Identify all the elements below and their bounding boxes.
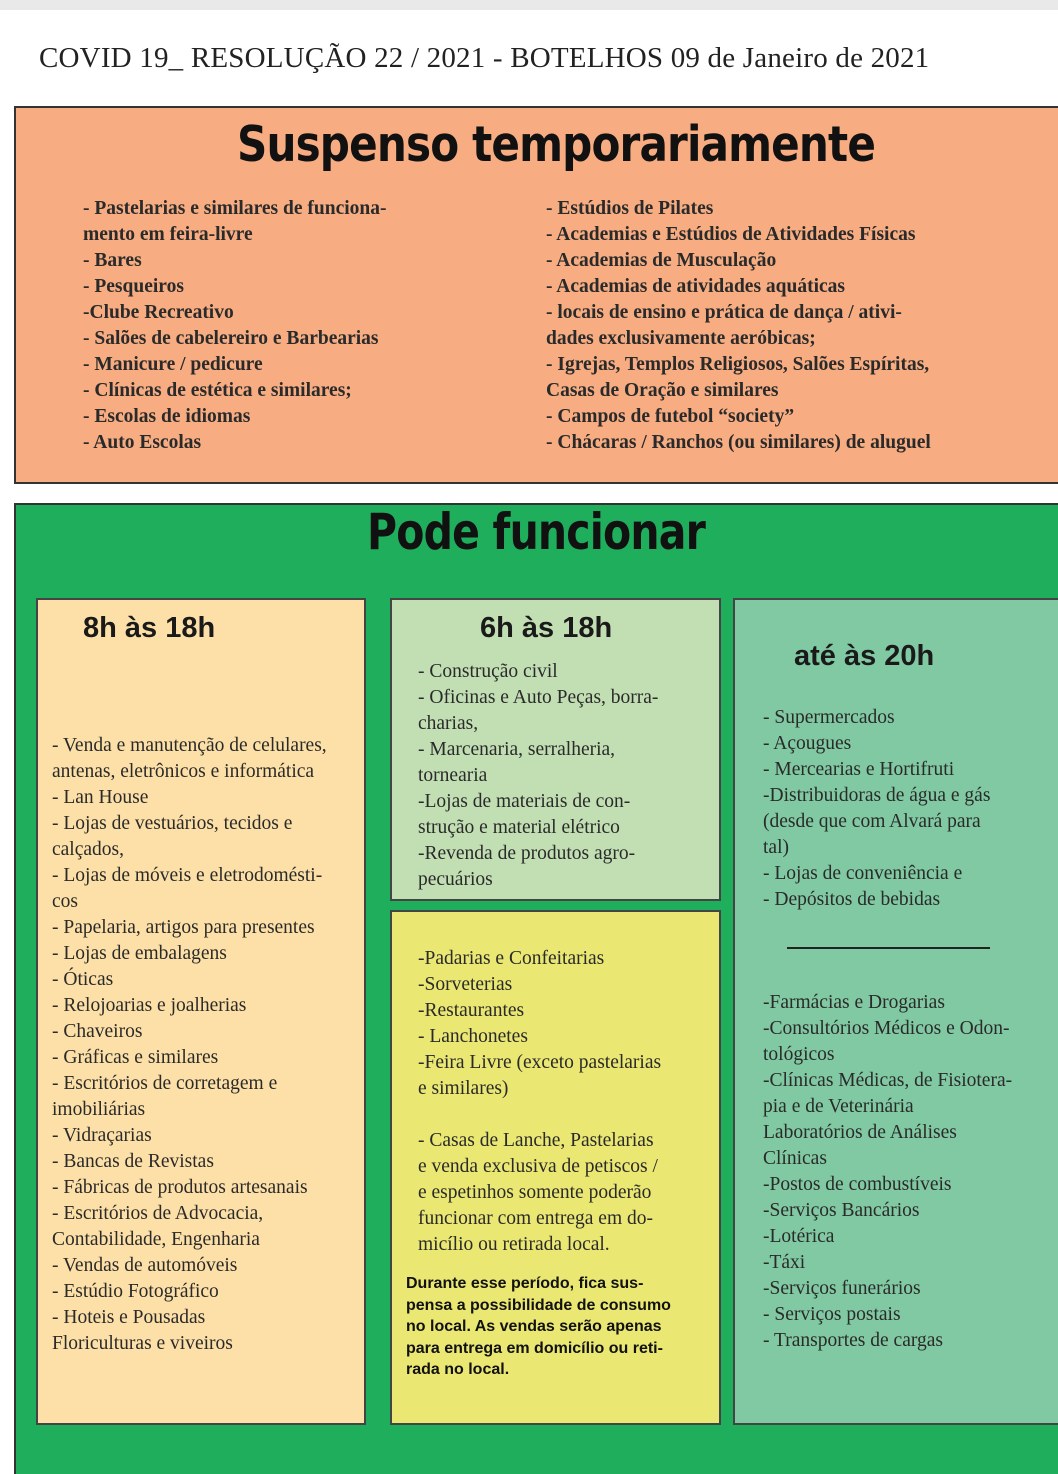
allowed-title: Pode funcionar (367, 503, 705, 561)
list-line: pia e de Veterinária (763, 1096, 914, 1117)
list-line: e venda exclusiva de petiscos / (418, 1156, 658, 1177)
list-line: - Escritórios de corretagem e (52, 1073, 278, 1094)
list-line: calçados, (52, 839, 125, 860)
list-line: -Clube Recreativo (83, 302, 234, 323)
page-title: COVID 19_ RESOLUÇÃO 22 / 2021 - BOTELHOS 09 de Janeiro de 2021 (39, 42, 930, 74)
list-line: Floriculturas e viveiros (52, 1333, 233, 1354)
list-line: - Salões de cabelereiro e Barbearias (83, 328, 379, 349)
list-line: -Serviços funerários (763, 1278, 921, 1299)
suspended-list-right (546, 196, 1036, 456)
schedule-list-20h-top (763, 705, 990, 913)
list-line: -Revenda de produtos agro- (418, 843, 636, 864)
schedule-heading-6-18: 6h às 18h (480, 612, 613, 644)
list-line: Durante esse período, fica sus- (406, 1275, 644, 1292)
list-line: - Chaveiros (52, 1021, 143, 1042)
list-line: - Academias de Musculação (546, 250, 777, 271)
list-line: - Marcenaria, serralheria, (418, 739, 616, 760)
list-line: - Óticas (52, 969, 114, 990)
list-line: - Supermercados (763, 707, 895, 728)
list-line: funcionar com entrega em do- (418, 1208, 653, 1229)
list-line: -Padarias e Confeitarias (418, 948, 605, 969)
list-line: strução e material elétrico (418, 817, 620, 838)
list-line: micílio ou retirada local. (418, 1234, 610, 1255)
list-line: antenas, eletrônicos e informática (52, 761, 315, 782)
list-line: -Farmácias e Drogarias (763, 992, 945, 1013)
suspended-title: Suspenso temporariamente (236, 116, 876, 173)
list-line: cos (52, 891, 78, 912)
list-line: - Gráficas e similares (52, 1047, 219, 1068)
list-line: -Feira Livre (exceto pastelarias (418, 1052, 662, 1073)
list-line: - Pastelarias e similares de funciona- (83, 198, 387, 219)
list-line: - Campos de futebol “society” (546, 406, 795, 427)
list-line: - Transportes de cargas (763, 1330, 943, 1351)
list-line: Contabilidade, Engenharia (52, 1229, 260, 1250)
list-line: - Serviços postais (763, 1304, 901, 1325)
list-line: - Academias de atividades aquáticas (546, 276, 846, 297)
list-line: (desde que com Alvará para (763, 811, 981, 832)
delivery-only-note (406, 1273, 716, 1381)
list-line: imobiliárias (52, 1099, 146, 1120)
list-line: - Construção civil (418, 661, 558, 682)
schedule-list-20h-bottom (763, 990, 1012, 1354)
schedule-list-8-18 (52, 733, 327, 1357)
list-line: - Chácaras / Ranchos (ou similares) de aluguel (546, 432, 931, 453)
schedule-list-6-18 (418, 659, 658, 893)
list-line: - Lojas de conveniência e (763, 863, 963, 884)
list-line: - Pesqueiros (83, 276, 184, 297)
list-line: rada no local. (406, 1361, 510, 1378)
list-line: - Estúdio Fotográfico (52, 1281, 219, 1302)
schedule-heading-8-18: 8h às 18h (83, 612, 216, 644)
list-line: -Consultórios Médicos e Odon- (763, 1018, 1010, 1039)
list-line: - locais de ensino e prática de dança / ativi- (546, 302, 902, 323)
list-line: -Restaurantes (418, 1000, 525, 1021)
list-line: -Lotérica (763, 1226, 835, 1247)
list-line: -Serviços Bancários (763, 1200, 920, 1221)
list-line: - Bares (83, 250, 142, 271)
list-line: -Táxi (763, 1252, 806, 1273)
list-line (418, 1102, 661, 1128)
list-line: - Hoteis e Pousadas (52, 1307, 206, 1328)
list-line: tornearia (418, 765, 488, 786)
list-line: tológicos (763, 1044, 835, 1065)
list-line: - Fábricas de produtos artesanais (52, 1177, 308, 1198)
list-line: -Sorveterias (418, 974, 513, 995)
list-line: - Estúdios de Pilates (546, 198, 714, 219)
list-line: no local. As vendas serão apenas (406, 1318, 662, 1335)
list-line: - Igrejas, Templos Religiosos, Salões Espíritas, (546, 354, 930, 375)
list-line: - Manicure / pedicure (83, 354, 263, 375)
list-line: para entrega em domicílio ou reti- (406, 1339, 663, 1357)
section-divider (787, 947, 990, 949)
list-line: -Postos de combustíveis (763, 1174, 952, 1195)
list-line: Casas de Oração e similares (546, 380, 779, 401)
list-line: - Vidraçarias (52, 1125, 152, 1146)
list-line: e espetinhos somente poderão (418, 1182, 652, 1203)
list-line: - Clínicas de estética e similares; (83, 380, 352, 401)
list-line: - Lan House (52, 787, 149, 808)
list-line: - Oficinas e Auto Peças, borra- (418, 687, 659, 708)
list-line: pensa a possibilidade de consumo (406, 1296, 671, 1314)
list-line: -Clínicas Médicas, de Fisiotera- (763, 1070, 1013, 1091)
list-line: -Distribuidoras de água e gás (763, 785, 991, 806)
list-line: - Açougues (763, 733, 852, 754)
food-services-list (418, 946, 661, 1258)
list-line: - Auto Escolas (83, 432, 202, 453)
list-line: - Lojas de vestuários, tecidos e (52, 813, 293, 834)
list-line: -Lojas de materiais de con- (418, 791, 631, 812)
list-line: Laboratórios de Análises (763, 1122, 957, 1143)
schedule-heading-20h: até às 20h (794, 640, 935, 672)
list-line: - Vendas de automóveis (52, 1255, 238, 1276)
list-line: mento em feira-livre (83, 224, 253, 245)
list-line: charias, (418, 713, 479, 734)
list-line: - Escritórios de Advocacia, (52, 1203, 264, 1224)
list-line: Clínicas (763, 1148, 827, 1169)
list-line: - Escolas de idiomas (83, 406, 251, 427)
list-line: - Lanchonetes (418, 1026, 528, 1047)
list-line: pecuários (418, 869, 493, 890)
list-line: - Bancas de Revistas (52, 1151, 214, 1172)
list-line: dades exclusivamente aeróbicas; (546, 328, 816, 349)
list-line: - Lojas de móveis e eletrodomésti- (52, 865, 323, 886)
list-line: - Depósitos de bebidas (763, 889, 941, 910)
top-strip (0, 0, 1058, 10)
list-line: - Academias e Estúdios de Atividades Físicas (546, 224, 916, 245)
list-line: tal) (763, 837, 789, 858)
list-line: - Casas de Lanche, Pastelarias (418, 1130, 654, 1151)
list-line: - Mercearias e Hortifruti (763, 759, 955, 780)
list-line: - Relojoarias e joalherias (52, 995, 247, 1016)
list-line: e similares) (418, 1078, 509, 1099)
list-line: - Venda e manutenção de celulares, (52, 735, 327, 756)
suspended-section (14, 106, 1058, 484)
suspended-list-left (83, 196, 463, 456)
list-line: - Papelaria, artigos para presentes (52, 917, 315, 938)
list-line: - Lojas de embalagens (52, 943, 227, 964)
